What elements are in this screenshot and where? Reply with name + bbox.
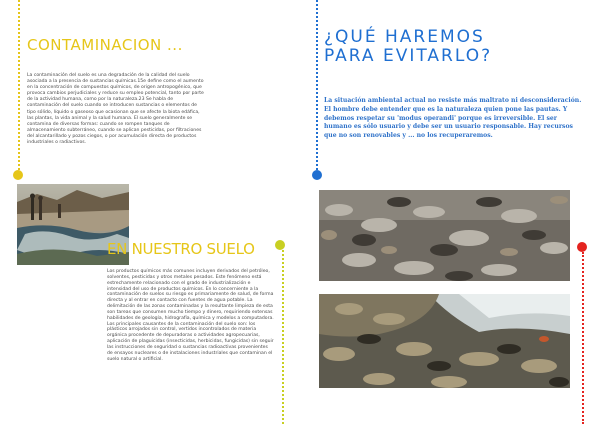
red-marker-dot	[577, 242, 587, 252]
suelo-paragraph: Los productos químicos más comunes incluyen derivados del petróleo, solventes, pesticidas y otros metales pesados. Este fenómeno está estrechamente relacionado con el grado de industrialización e intensidad del uso de productos químicos. En lo concerniente a la contaminación de suelos su riesgo es primariamente de salud, de forma directa y al entrar en contacto con fuentes de agua potable. La delimitación de las zonas contaminadas y la resultante limpieza de esta son tareas que consumen mucho tiempo y dinero, requiriendo extensas habilidades de geología, hidrografía, química y modelos a computadora. Los principales causantes de la contaminación del suelo son: los plásticos arrojados sin control, vertidos incontrolados de materia orgánica procedente de depuradoras o actividades agropecuarias, aplicación de plaguicidas (insecticidas, herbicidas, fungicidas) sin seguir las instrucciones de seguridad o sustancias radioactivas provenientes de ensayos nucleares o de instalaciones industriales que contaminan el suelo natural o artificial.	[107, 269, 274, 362]
title-line-2: PARA EVITARLO?	[324, 46, 493, 66]
title-line-1: ¿QUÉ HAREMOS	[324, 27, 485, 47]
contaminacion-body-text	[27, 73, 205, 146]
guide-line-left-top	[18, 0, 20, 170]
contaminacion-paragraph: La contaminación del suelo es una degradación de la calidad del suelo asociada a la presencia de sustancias químicas.15e define como el aumento en la concentración de compuestos químicos, de origen antropogénico, que provoca cambios perjudiciales y reduce su empleo potencial, tanto por parte de la actividad humana, como por la naturaleza.23 Se habla de contaminación del suelo cuando se introducen sustancias o elementos de tipo sólido, líquido o gaseoso que ocasionan que se afecte la biota edáfica, las plantas, la vida animal y la salud humana. El suelo generalmente se contamina de diversas formas: cuando se rompen tanques de almacenamiento subterráneo, cuando se aplican pesticidas, por filtraciones del alcantarillado y pozos ciegos, o por acumulación directa de productos industriales o radiactivos.	[27, 73, 204, 146]
suelo-body-text	[107, 269, 275, 363]
section-title-contaminacion: CONTAMINACION ...	[27, 36, 183, 54]
lime-marker-dot	[275, 240, 285, 250]
section-title-en-nuestro-suelo: EN NUESTRO SUELO	[107, 240, 255, 258]
blue-marker-dot	[312, 170, 322, 180]
guide-line-center-top	[316, 0, 318, 170]
yellow-marker-dot	[13, 170, 23, 180]
guide-line-red	[582, 252, 584, 424]
que-haremos-body-text: La situación ambiental actual no resiste más maltrato ni desconsideración. El hombre debe entender que es la naturaleza quien pone las pautas. Y debemos respetar su 'modus operandi' porque es irreversible. El ser humano es sólo usuario y debe ser un usuario responsable. Hay recursos que no son renovables y ... no los recuperaremos.	[324, 97, 582, 140]
section-title-que-haremos	[324, 28, 492, 66]
guide-line-lime	[282, 250, 284, 424]
photo-polluted-shore	[319, 294, 570, 388]
photo-garbage-pile	[319, 190, 570, 281]
